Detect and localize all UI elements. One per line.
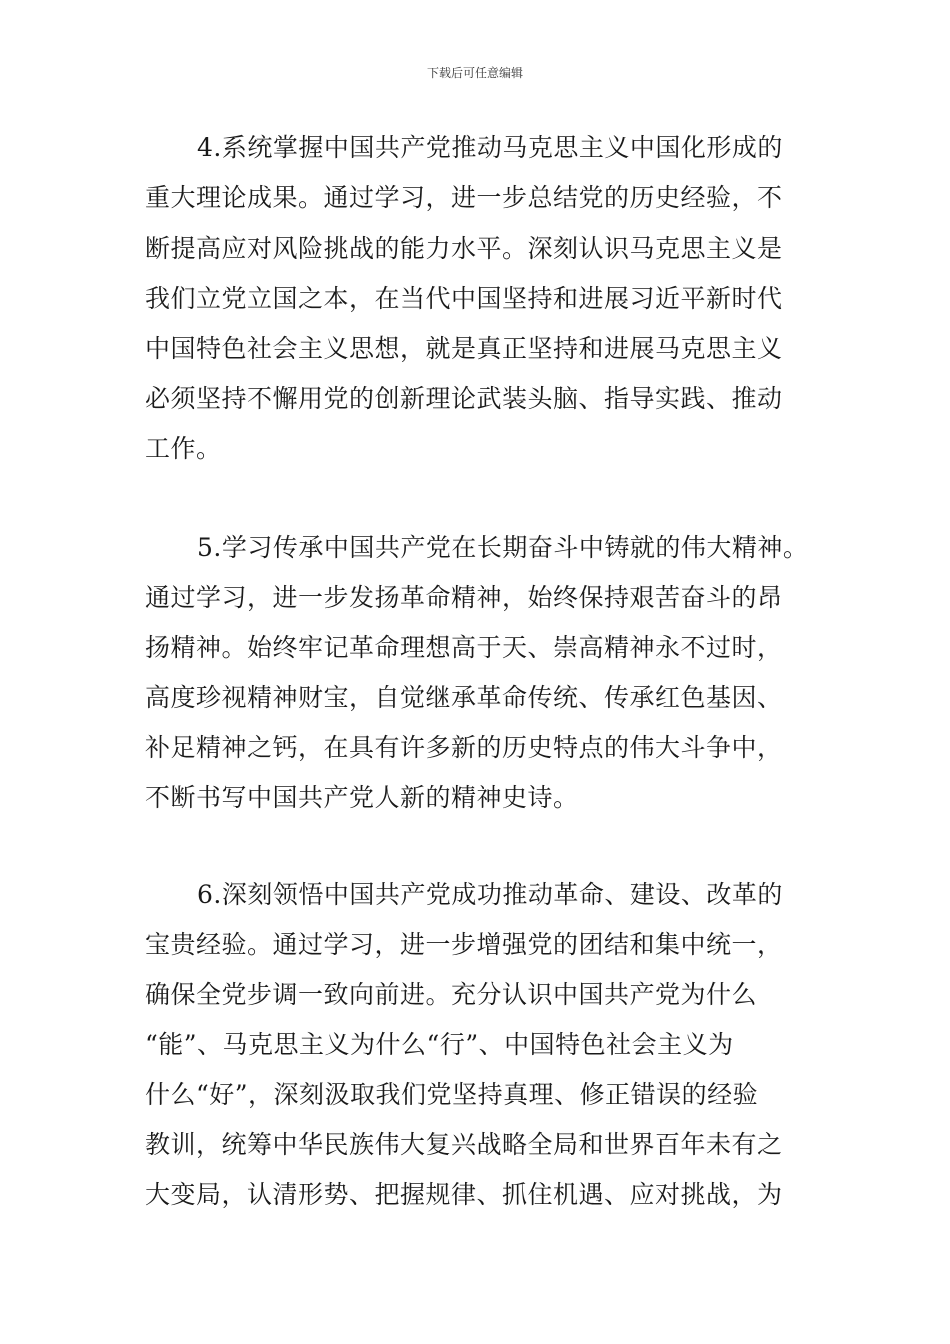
text-line: 大变局，认清形势、把握规律、抓住机遇、应对挑战，为 xyxy=(145,1180,783,1209)
text-line: 确保全党步调一致向前进。充分认识中国共产党为什么 xyxy=(145,980,758,1009)
text-line: 4.系统掌握中国共产党推动马克思主义中国化形成的 xyxy=(197,133,783,162)
text-line: “能”、马克思主义为什么“行”、中国特色社会主义为 xyxy=(145,1030,734,1059)
text-line: 工作。 xyxy=(145,434,222,463)
text-line: 教训，统筹中华民族伟大复兴战略全局和世界百年未有之 xyxy=(145,1130,783,1159)
text-line: 宝贵经验。通过学习，进一步增强党的团结和集中统一， xyxy=(145,930,783,959)
text-line: 断提高应对风险挑战的能力水平。深刻认识马克思主义是 xyxy=(145,234,783,263)
text-line: 我们立党立国之本，在当代中国坚持和进展习近平新时代 xyxy=(145,284,783,313)
text-line: 中国特色社会主义思想，就是真正坚持和进展马克思主义 xyxy=(145,334,783,363)
text-line: 补足精神之钙，在具有许多新的历史特点的伟大斗争中， xyxy=(145,733,783,762)
text-line: 6.深刻领悟中国共产党成功推动革命、建设、改革的 xyxy=(197,880,783,909)
text-line: 重大理论成果。通过学习，进一步总结党的历史经验，不 xyxy=(145,183,783,212)
text-line: 5.学习传承中国共产党在长期奋斗中铸就的伟大精神。 xyxy=(197,533,809,562)
text-line: 什么“好”，深刻汲取我们党坚持真理、修正错误的经验 xyxy=(145,1080,759,1109)
text-line: 不断书写中国共产党人新的精神史诗。 xyxy=(145,783,579,812)
page-header: 下载后可任意编辑 xyxy=(426,66,523,80)
text-line: 扬精神。始终牢记革命理想高于天、崇高精神永不过时， xyxy=(145,633,783,662)
text-line: 必须坚持不懈用党的创新理论武装头脑、指导实践、推动 xyxy=(145,384,783,413)
text-line: 高度珍视精神财宝，自觉继承革命传统、传承红色基因、 xyxy=(145,683,783,712)
text-line: 通过学习，进一步发扬革命精神，始终保持艰苦奋斗的昂 xyxy=(145,583,783,612)
